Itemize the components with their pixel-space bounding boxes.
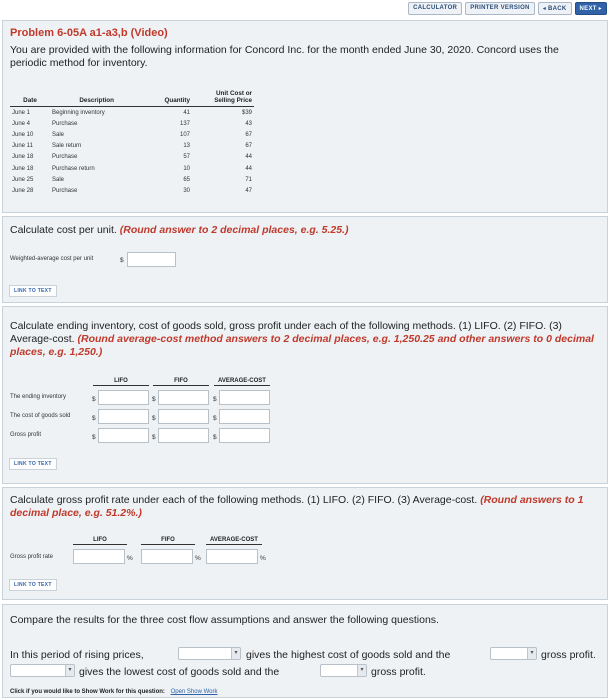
link-to-text-button[interactable]: LINK TO TEXT (9, 579, 57, 591)
row-desc: Purchase (52, 154, 78, 161)
row-date: June 28 (12, 187, 34, 194)
col-quantity: Quantity (143, 89, 192, 107)
row-price: 43 (245, 120, 252, 127)
weighted-average-label: Weighted-average cost per unit (10, 256, 94, 262)
gross-profit-rate-label: Gross profit rate (10, 554, 54, 560)
row-date: June 18 (12, 165, 34, 172)
row-qty: 41 (183, 109, 190, 116)
chevron-down-icon: ▾ (65, 665, 74, 676)
row-date: June 10 (12, 131, 34, 138)
gross-profit-rate-avg-input[interactable] (206, 549, 258, 564)
table-row (10, 163, 254, 174)
highest-cogs-method-select[interactable] (178, 647, 241, 660)
col-description: Description (50, 89, 143, 107)
inventory-methods-panel (2, 306, 608, 484)
col-lifo: LIFO (73, 537, 127, 545)
currency-symbol: $ (92, 415, 96, 422)
problem-intro: You are provided with the following information for Concord Inc. for the month ended June 30, 2020. Concord uses the periodic method for inventory. (10, 44, 559, 69)
row-desc: Sale (52, 176, 65, 183)
sentence-part-5: gross profit. (371, 666, 426, 678)
row-date: June 1 (12, 109, 31, 116)
chevron-down-icon: ▾ (357, 665, 366, 676)
cogs-lifo-input[interactable] (98, 409, 149, 424)
gross-profit-fifo-input[interactable] (158, 428, 209, 443)
top-nav (408, 2, 607, 15)
row-date: June 18 (12, 154, 34, 161)
row-price: 47 (245, 187, 252, 194)
row-qty: 57 (183, 154, 190, 161)
part2-question (10, 320, 604, 359)
back-button[interactable]: ◂ BACK (538, 2, 572, 15)
gross-profit-label: Gross profit (10, 432, 42, 438)
row-desc: Purchase (52, 187, 78, 194)
chevron-down-icon: ▾ (527, 648, 536, 659)
percent-symbol: % (195, 555, 201, 562)
ending-inventory-lifo-input[interactable] (98, 390, 149, 405)
row-price: 67 (245, 131, 252, 138)
col-date: Date (10, 89, 50, 107)
part1-question (10, 224, 604, 237)
col-unit-cost: Unit Cost or Selling Price (192, 89, 254, 107)
part3-question (10, 494, 604, 520)
weighted-average-input[interactable] (127, 252, 176, 267)
part3-question-text: Calculate gross profit rate under each of the following methods. (1) LIFO. (2) FIFO. (3) Average-cost. (10, 494, 478, 506)
currency-symbol: $ (152, 415, 156, 422)
table-row (10, 174, 254, 185)
table-row (10, 129, 254, 140)
sentence-part-4: gives the lowest cost of goods sold and the (79, 666, 280, 678)
row-desc: Purchase return (52, 165, 95, 172)
table-row (10, 185, 254, 196)
ending-inventory-avg-input[interactable] (219, 390, 270, 405)
part3-instruction: (Round answers to 1 decimal place, e.g. 51.2%.) (10, 494, 584, 519)
cogs-avg-input[interactable] (219, 409, 270, 424)
ending-inventory-fifo-input[interactable] (158, 390, 209, 405)
cost-per-unit-panel (2, 216, 608, 303)
table-row (10, 152, 254, 163)
link-to-text-button[interactable]: LINK TO TEXT (9, 458, 57, 470)
row-price: 71 (245, 176, 252, 183)
row-date: June 11 (12, 143, 33, 150)
cogs-label: The cost of goods sold (10, 413, 71, 419)
compare-panel (2, 604, 608, 698)
row-desc: Purchase (52, 120, 78, 127)
part2-question-text: Calculate ending inventory, cost of goods sold, gross profit under each of the following methods. (1) LIFO. (2) FIFO. (3) Average-cost. (10, 320, 562, 345)
show-work-prompt (10, 689, 218, 695)
part1-question-text: Calculate cost per unit. (10, 224, 117, 236)
row-desc: Beginning inventory (52, 109, 105, 116)
sentence-part-1: In this period of rising prices, (10, 649, 144, 661)
row-price: $39 (241, 109, 252, 116)
open-show-work-link[interactable]: Open Show Work (170, 689, 218, 695)
row-qty: 10 (183, 165, 190, 172)
row-price: 67 (245, 143, 252, 150)
chevron-down-icon: ▾ (231, 648, 240, 659)
gross-profit-rate-lifo-input[interactable] (73, 549, 125, 564)
printer-version-button[interactable]: PRINTER VERSION (465, 2, 535, 15)
col-fifo: FIFO (141, 537, 195, 545)
next-button[interactable]: NEXT ▸ (575, 2, 607, 15)
col-fifo: FIFO (153, 378, 209, 386)
row-qty: 137 (179, 120, 190, 127)
gross-profit-lifo-input[interactable] (98, 428, 149, 443)
row-date: June 4 (12, 120, 31, 127)
row-price: 44 (245, 165, 252, 172)
part1-instruction: (Round answer to 2 decimal places, e.g. 5.25.) (119, 224, 349, 236)
row-qty: 30 (183, 187, 190, 194)
row-desc: Sale return (52, 143, 82, 150)
calculator-button[interactable]: CALCULATOR (408, 2, 462, 15)
sentence-part-2: gives the highest cost of goods sold and the (246, 649, 451, 661)
problem-title: Problem 6-05A a1-a3,b (Video) (10, 27, 168, 39)
currency-symbol: $ (213, 396, 217, 403)
table-row (10, 118, 254, 129)
gross-profit-rate-panel (2, 487, 608, 600)
currency-symbol: $ (92, 434, 96, 441)
gross-profit-rate-fifo-input[interactable] (141, 549, 193, 564)
part4-question: Compare the results for the three cost flow assumptions and answer the following questions. (10, 614, 439, 626)
gross-profit-avg-input[interactable] (219, 428, 270, 443)
ending-inventory-label: The ending inventory (10, 394, 67, 400)
percent-symbol: % (260, 555, 266, 562)
currency-symbol: $ (152, 396, 156, 403)
currency-symbol: $ (92, 396, 96, 403)
lowest-cogs-method-select[interactable] (10, 664, 75, 677)
row-qty: 13 (183, 143, 190, 150)
problem-panel (2, 20, 608, 213)
table-row (10, 107, 254, 119)
sentence-part-3: gross profit. (541, 649, 596, 661)
col-average-cost: AVERAGE-COST (214, 378, 270, 386)
cogs-fifo-input[interactable] (158, 409, 209, 424)
table-row (10, 141, 254, 152)
row-price: 44 (245, 154, 252, 161)
percent-symbol: % (127, 555, 133, 562)
row-date: June 25 (12, 176, 34, 183)
row-desc: Sale (52, 131, 65, 138)
col-lifo: LIFO (93, 378, 149, 386)
currency-symbol: $ (152, 434, 156, 441)
highest-cogs-profit-select[interactable] (490, 647, 537, 660)
row-qty: 107 (179, 131, 190, 138)
currency-symbol: $ (213, 434, 217, 441)
show-work-text: Click if you would like to Show Work for this question: (10, 689, 165, 695)
inventory-table (10, 89, 254, 197)
link-to-text-button[interactable]: LINK TO TEXT (9, 285, 57, 297)
row-qty: 65 (183, 176, 190, 183)
currency-symbol: $ (213, 415, 217, 422)
currency-symbol: $ (120, 257, 124, 264)
lowest-cogs-profit-select[interactable] (320, 664, 367, 677)
col-average-cost: AVERAGE-COST (206, 537, 262, 545)
part2-instruction: (Round average-cost method answers to 2 decimal places, e.g. 1,250.25 and other answers to 0 decimal places, e.g. 1,250.) (10, 333, 594, 358)
